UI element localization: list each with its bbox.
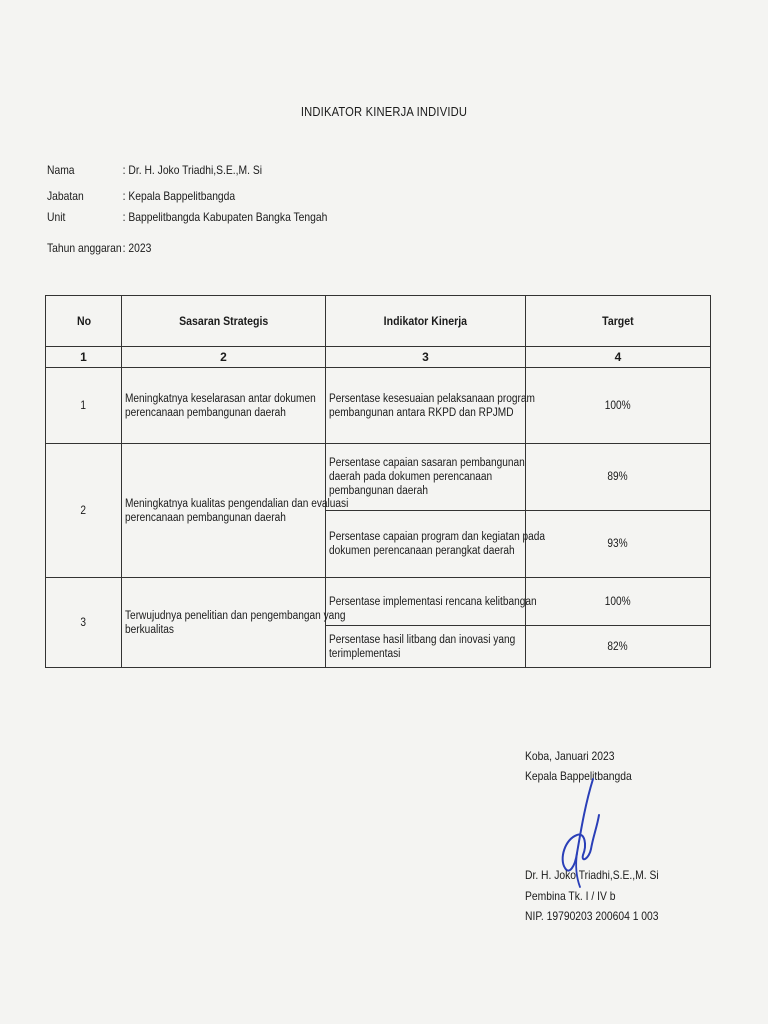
col-number: 3 bbox=[326, 347, 526, 368]
info-row-tahun bbox=[47, 241, 151, 255]
table-row bbox=[46, 444, 711, 511]
row-target: 100% bbox=[526, 578, 711, 626]
info-label: Jabatan bbox=[47, 189, 84, 203]
info-value: : Kepala Bappelitbangda bbox=[122, 189, 236, 203]
row-target: 82% bbox=[526, 626, 711, 668]
row-no: 3 bbox=[46, 578, 122, 668]
info-label: Nama bbox=[47, 163, 75, 177]
info-value: : Dr. H. Joko Triadhi,S.E.,M. Si bbox=[122, 163, 263, 177]
signature-position: Kepala Bappelitbangda bbox=[525, 769, 632, 783]
row-target: 93% bbox=[526, 511, 711, 578]
info-label: Unit bbox=[47, 210, 66, 224]
indicator-table bbox=[45, 295, 711, 668]
col-number: 2 bbox=[122, 347, 326, 368]
row-indikator: Persentase kesesuaian pelaksanaan program pembangunan antara RKPD dan RPJMD bbox=[326, 368, 526, 444]
col-number: 4 bbox=[526, 347, 711, 368]
info-row-nama bbox=[47, 163, 262, 177]
row-indikator: Persentase hasil litbang dan inovasi yang terimplementasi bbox=[326, 626, 526, 668]
table-row bbox=[46, 578, 711, 626]
signatory-rank: Pembina Tk. I / IV b bbox=[525, 889, 616, 903]
row-sasaran: Meningkatnya keselarasan antar dokumen perencanaan pembangunan daerah bbox=[122, 368, 326, 444]
row-target: 89% bbox=[526, 444, 711, 511]
row-indikator: Persentase capaian sasaran pembangunan daerah pada dokumen perencanaan pembangunan daerah bbox=[326, 444, 526, 511]
header-sasaran: Sasaran Strategis bbox=[122, 296, 326, 347]
info-row-unit bbox=[47, 210, 327, 224]
row-target: 100% bbox=[526, 368, 711, 444]
signatory-nip: NIP. 19790203 200604 1 003 bbox=[525, 909, 659, 923]
column-number-row bbox=[46, 347, 711, 368]
signatory-name: Dr. H. Joko Triadhi,S.E.,M. Si bbox=[525, 868, 659, 882]
table-row bbox=[46, 368, 711, 444]
row-no: 2 bbox=[46, 444, 122, 578]
info-value: : 2023 bbox=[122, 241, 152, 255]
row-indikator: Persentase capaian program dan kegiatan pada dokumen perencanaan perangkat daerah bbox=[326, 511, 526, 578]
row-indikator: Persentase implementasi rencana kelitbangan bbox=[326, 578, 526, 626]
row-sasaran: Meningkatnya kualitas pengendalian dan evaluasi perencanaan pembangunan daerah bbox=[122, 444, 326, 578]
info-label: Tahun anggaran bbox=[47, 241, 122, 255]
header-no: No bbox=[46, 296, 122, 347]
col-number: 1 bbox=[46, 347, 122, 368]
signature-place-date: Koba, Januari 2023 bbox=[525, 749, 615, 763]
row-no: 1 bbox=[46, 368, 122, 444]
info-value: : Bappelitbangda Kabupaten Bangka Tengah bbox=[122, 210, 328, 224]
info-row-jabatan bbox=[47, 189, 235, 203]
header-target: Target bbox=[526, 296, 711, 347]
table-header-row bbox=[46, 296, 711, 347]
document-title: INDIKATOR KINERJA INDIVIDU bbox=[300, 104, 468, 119]
header-indikator: Indikator Kinerja bbox=[326, 296, 526, 347]
row-sasaran: Terwujudnya penelitian dan pengembangan yang berkualitas bbox=[122, 578, 326, 668]
